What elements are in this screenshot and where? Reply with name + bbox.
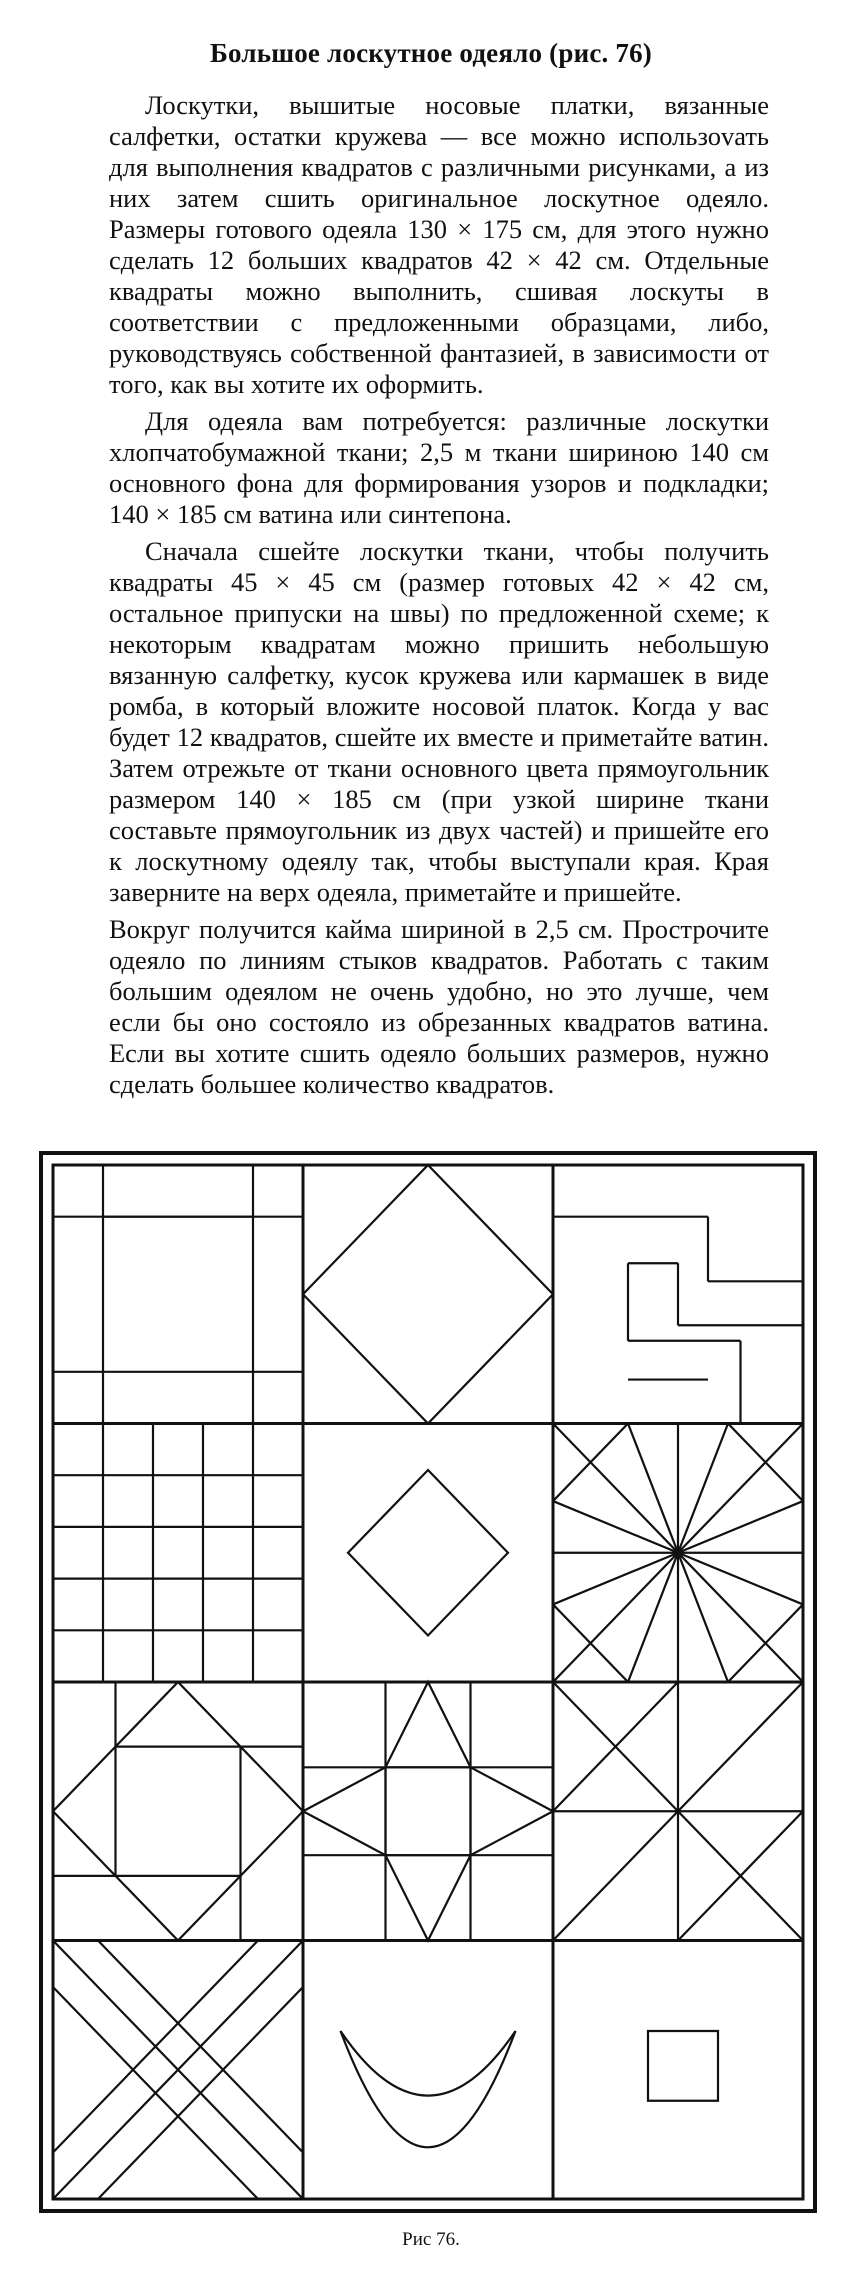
stepped-corner-block: [553, 1217, 803, 1424]
square-in-diamond-block: [53, 1682, 303, 1941]
pattern-shape: [53, 1682, 303, 1941]
quilt-block-cell: [53, 1424, 303, 1683]
paragraph-materials-intro: Лоскутки, вышитые носовые платки, вязанные салфетки, остатки кружева — все можно использоvать для выполнения квадратов с различными рисунками, а из них затем сшить оригинальное лоскутное одеяло. Размеры готового одеяла 130 × 175 см, для этого нужно сделать 12 больших квадратов 42 × 42 см. Отдельные квадраты можно выполнить, сшивая лоскуты в соответствии с предложенными образцами, либо, руководствуясь собственной фантазией, в зависимости от того, как вы хотите их оформить.: [109, 90, 769, 399]
quilt-block-cell: [303, 1941, 553, 2200]
pattern-shape: [303, 1165, 553, 1424]
article-title: Большое лоскутное одеяло (рис. 76): [209, 38, 653, 68]
figure-caption: Рис 76.: [402, 2229, 460, 2250]
diamond-in-square-block: [303, 1165, 553, 1424]
eight-point-star-block: [303, 1682, 553, 1941]
quilt-diagram: [38, 1150, 818, 2214]
small-square-block: [648, 2031, 718, 2101]
quilt-figure: [38, 1150, 818, 2214]
pattern-shape: [648, 2031, 718, 2101]
paragraph-border: Вокруг получится кайма шириной в 2,5 см. Прострочите одеяло по линиям стыков квадратов. Работать с таким большим одеялом не очень удобно, но это лучше, чем если бы оно состояло из обрезанных квадратов ватина. Если вы хотите сшить одеяло больших размеров, нужно сделать большее количество квадратов.: [109, 914, 769, 1099]
quilt-block-cell: [53, 1682, 303, 1941]
quilt-block-cell: [53, 1165, 303, 1424]
quilt-block-cell: [303, 1682, 553, 1941]
small-diamond-block: [348, 1470, 508, 1635]
pattern-shape: [348, 1470, 508, 1635]
paragraph-supplies: Для одеяла вам потребуется: различные лоскутки хлопчатобумажной ткани; 2,5 м ткани шириною 140 см основного фона для формирования узоров и подкладки; 140 × 185 см ватина или синтепона.: [109, 406, 769, 529]
paragraph-assembly: Сначала сшейте лоскутки ткани, чтобы получить квадраты 45 × 45 см (размер готовых 42 × 42 см, остальное припуски на швы) по предложенной схеме; к некоторым квадратам можно пришить небольшую вязанную салфетку, кусок кружева или кармашек в виде ромба, в который вложите носовой платок. Когда у вас будет 12 квадратов, сшейте их вместе и приметайте ватин. Затем отрежьте от ткани основного цвета прямоугольник размером 140 × 185 см (при узкой ширине ткани составьте прямоугольник из двух частей) и пришейте его к лоскутному одеялу так, чтобы выступали края. Края заверните на верх одеяла, приметайте и пришейте.: [109, 536, 769, 907]
double-x-block: [53, 1941, 303, 2200]
crescent-shape: [341, 2031, 516, 2147]
octagon-star-block: [553, 1424, 803, 1683]
article-body: [109, 90, 769, 1106]
pinwheel-triangles-block: [553, 1682, 803, 1941]
pattern-shape: [471, 1767, 554, 1855]
pattern-shape: [116, 1747, 241, 1876]
quilt-block-cell: [303, 1165, 553, 1424]
pattern-shape: [303, 1767, 386, 1855]
pattern-shape: [386, 1682, 471, 1767]
quilt-block-cell: [303, 1424, 553, 1683]
crescent-block: [341, 2031, 516, 2147]
grid-block: [53, 1424, 303, 1683]
framed-square-block: [53, 1165, 303, 1424]
quilt-block-cell: [553, 1941, 803, 2200]
pattern-shape: [386, 1855, 471, 1940]
